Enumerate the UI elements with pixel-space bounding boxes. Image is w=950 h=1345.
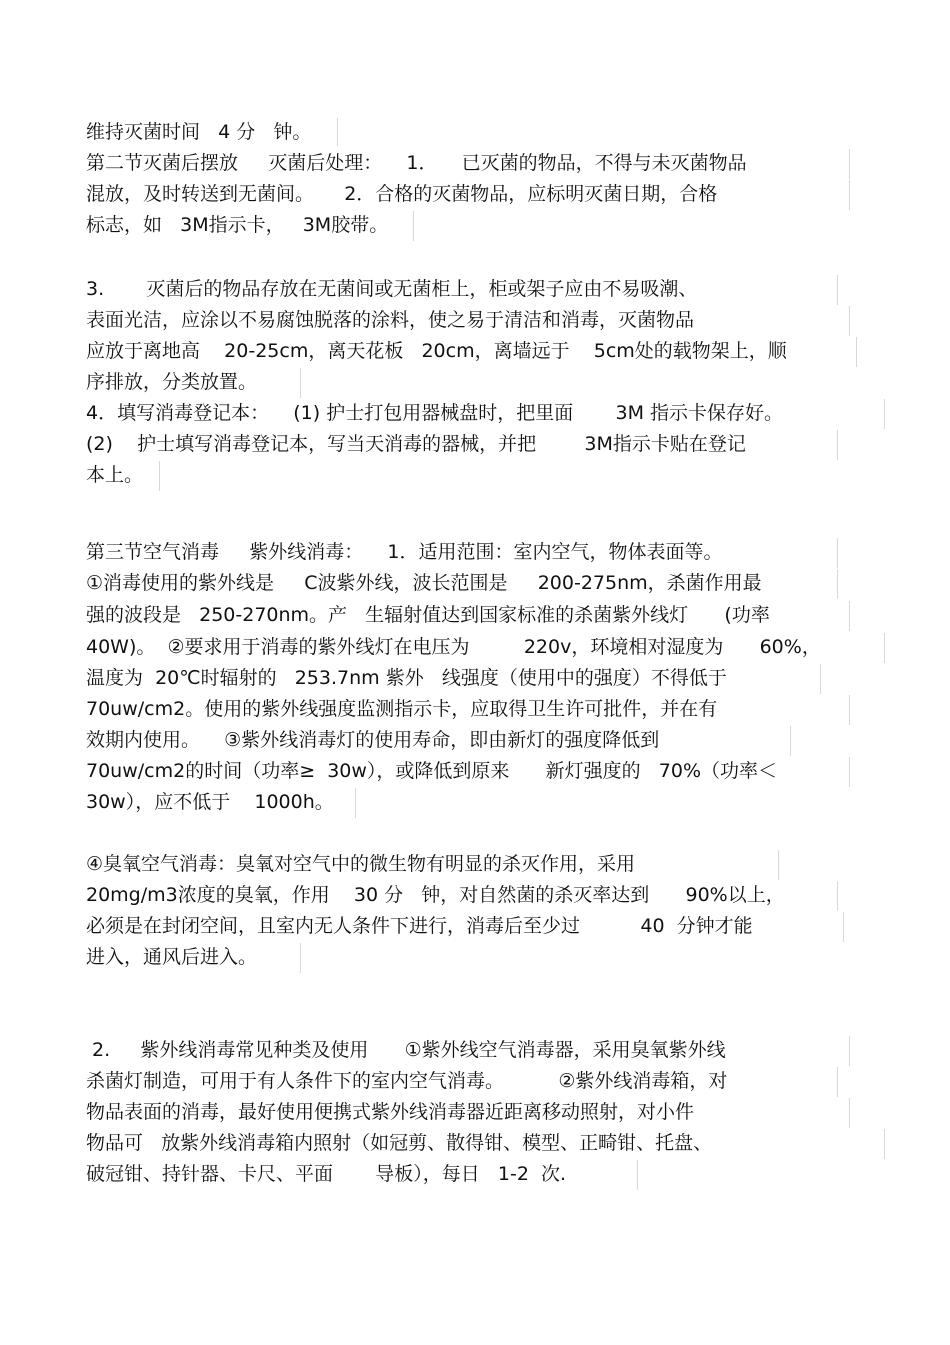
line-end-rule	[637, 1160, 638, 1190]
text-line: 本上。	[86, 464, 144, 486]
text-line: 强的波段是 250-270nm。产 生辐射值达到国家标准的杀菌紫外线灯 (功率	[86, 604, 770, 626]
text-line: 表面光洁，应涂以不易腐蚀脱落的涂料，使之易于清洁和消毒，灭菌物品	[86, 309, 695, 331]
text-line: 进入，通风后进入。	[86, 946, 258, 968]
text-line: 2. 紫外线消毒常见种类及使用 ①紫外线空气消毒器，采用臭氧紫外线	[86, 1039, 726, 1061]
line-end-rule	[843, 912, 844, 942]
line-end-rule	[837, 569, 838, 599]
text-line: 20mg/m3浓度的臭氧，作用 30 分 钟，对自然菌的杀灭率达到 90%以上，	[86, 884, 785, 906]
line-end-rule	[849, 180, 850, 210]
text-line: 杀菌灯制造，可用于有人条件下的室内空气消毒。 ②紫外线消毒箱，对	[86, 1070, 728, 1092]
text-line: 维持灭菌时间 4 分 钟。	[86, 121, 312, 143]
line-end-rule	[849, 601, 850, 631]
text-line: 温度为 20℃时辐射的 253.7nm 紫外 线强度（使用中的强度）不得低于	[86, 667, 727, 689]
text-line: 第三节空气消毒 紫外线消毒： 1．适用范围：室内空气，物体表面等。	[86, 541, 723, 563]
text-line: 4．填写消毒登记本： (1) 护士打包用器械盘时，把里面 3M 指示卡保存好。	[86, 402, 783, 424]
text-line: (2) 护士填写消毒登记本，写当天消毒的器械，并把 3M指示卡贴在登记	[86, 433, 746, 455]
text-line: 70uw/cm2的时间（功率≥ 30w），或降低到原来 新灯强度的 70%（功率＜	[86, 760, 778, 782]
line-end-rule	[884, 633, 885, 663]
text-line: 第二节灭菌后摆放 灭菌后处理： 1． 已灭菌的物品，不得与未灭菌物品	[86, 152, 747, 174]
line-end-rule	[849, 1098, 850, 1128]
line-end-rule	[355, 788, 356, 818]
line-end-rule	[884, 1129, 885, 1159]
text-line: 破冠钳、持针器、卡尺、平面 导板），每日 1-2 次.	[86, 1163, 567, 1185]
text-line: 必须是在封闭空间，且室内无人条件下进行，消毒后至少过 40 分钟才能	[86, 915, 753, 937]
line-end-rule	[849, 695, 850, 725]
text-line: 效期内使用。 ③紫外线消毒灯的使用寿命，即由新灯的强度降低到	[86, 729, 660, 751]
line-end-rule	[413, 211, 414, 241]
line-end-rule	[300, 368, 301, 398]
line-end-rule	[300, 943, 301, 973]
text-line: 应放于离地高 20-25cm，离天花板 20cm，离墙远于 5cm处的载物架上，顺	[86, 340, 787, 362]
line-end-rule	[884, 399, 885, 429]
line-end-rule	[837, 275, 838, 305]
text-line: 3. 灭菌后的物品存放在无菌间或无菌柜上，柜或架子应由不易吸潮、	[86, 278, 698, 300]
text-line: 70uw/cm2。使用的紫外线强度监测指示卡，应取得卫生许可批件，并在有	[86, 698, 718, 720]
text-line: 物品可 放紫外线消毒箱内照射（如冠剪、散得钳、模型、正畸钳、托盘、	[86, 1132, 713, 1154]
line-end-rule	[849, 149, 850, 179]
text-line: 序排放，分类放置。	[86, 371, 258, 393]
line-end-rule	[790, 726, 791, 756]
line-end-rule	[856, 337, 857, 367]
line-end-rule	[837, 538, 838, 568]
text-line: ①消毒使用的紫外线是 C波紫外线，波长范围是 200-275nm，杀菌作用最	[86, 572, 762, 594]
text-line: 40W)。 ②要求用于消毒的紫外线灯在电压为 220v，环境相对湿度为 60%，	[86, 636, 821, 658]
line-end-rule	[837, 881, 838, 911]
text-line: ④臭氧空气消毒：臭氧对空气中的微生物有明显的杀灭作用，采用	[86, 853, 636, 875]
text-line: 混放，及时转送到无菌间。 2．合格的灭菌物品，应标明灭菌日期，合格	[86, 183, 718, 205]
line-end-rule	[849, 757, 850, 787]
text-line: 物品表面的消毒，最好使用便携式紫外线消毒器近距离移动照射，对小件	[86, 1101, 695, 1123]
line-end-rule	[337, 118, 338, 146]
line-end-rule	[778, 850, 779, 880]
line-end-rule	[837, 1067, 838, 1097]
line-end-rule	[159, 461, 160, 491]
line-end-rule	[837, 430, 838, 460]
text-line: 标志，如 3M指示卡， 3M胶带。	[86, 214, 389, 236]
text-line: 30w），应不低于 1000h。	[86, 791, 334, 813]
line-end-rule	[820, 664, 821, 694]
line-end-rule	[849, 1036, 850, 1066]
line-end-rule	[849, 306, 850, 336]
